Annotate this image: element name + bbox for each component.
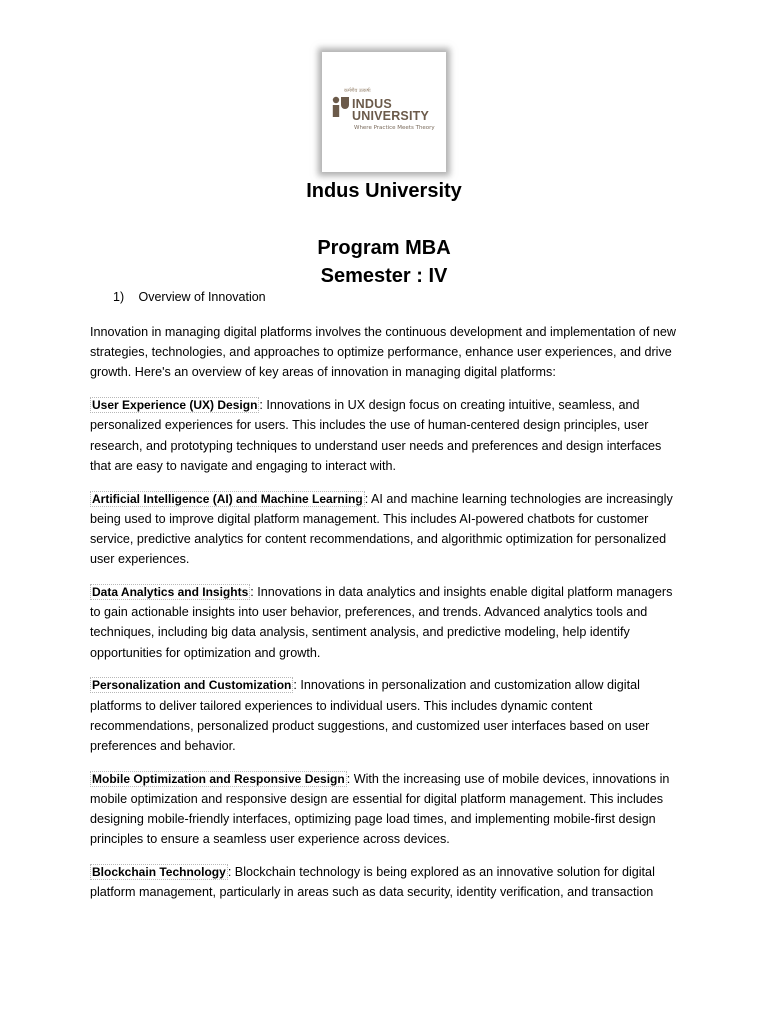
paragraph-mobile	[90, 769, 680, 850]
paragraph-personalization-text: : Innovations in personalization and customization allow digital platforms to deliver tailored experiences to individual users. This includes dynamic content recommendations, personalized product suggestions, and customized user interfaces based on user preferences and behavior.	[90, 678, 650, 754]
section-title: Overview of Innovation	[138, 290, 266, 304]
university-logo	[322, 52, 446, 172]
logo-name-line1: INDUS	[352, 97, 392, 111]
term-blockchain: Blockchain Technology	[92, 865, 226, 880]
term-mobile: Mobile Optimization and Responsive Design	[92, 771, 345, 786]
term-ai: Artificial Intelligence (AI) and Machine Learning	[92, 491, 363, 506]
logo-name	[352, 98, 429, 122]
logo-tagline: कर्मणैव उत्कर्षः	[344, 88, 371, 94]
paragraph-personalization	[90, 675, 680, 756]
logo-motto: Where Practice Meets Theory	[354, 125, 435, 131]
university-title: Indus University	[306, 180, 462, 202]
paragraph-blockchain	[90, 862, 680, 902]
term-analytics: Data Analytics and Insights	[92, 585, 249, 600]
section-heading	[113, 290, 266, 304]
paragraph-ux	[90, 395, 680, 476]
paragraph-ux-text: : Innovations in UX design focus on creating intuitive, seamless, and personalized experiences for users. This includes the use of human-centered design principles, user research, and prototyping techniques to understand user needs and preferences and design interfaces that are easy to navigate and engaging to interact with.	[90, 398, 662, 473]
term-personalization: Personalization and Customization	[92, 678, 292, 693]
program-title: Program MBA	[317, 237, 451, 259]
paragraph-mobile-text: : With the increasing use of mobile devices, innovations in mobile optimization and responsive design are essential for digital platform management. This includes designing mobile-friendly interfaces, optimizing page load times, and implementing mobile-first design principles to ensure a seamless user experience across devices.	[90, 771, 670, 847]
section-number: 1)	[113, 290, 125, 304]
term-ux: User Experience (UX) Design	[92, 398, 258, 413]
semester-title: Semester : IV	[320, 265, 448, 287]
paragraph-ai-text: : AI and machine learning technologies are increasingly being used to improve digital platform management. This includes AI-powered chatbots for customer service, predictive analytics for content recommendations, and algorithmic optimization for personalized user experiences.	[90, 491, 673, 567]
paragraph-blockchain-text: : Blockchain technology is being explored as an innovative solution for digital platform management, particularly in areas such as data security, identity verification, and transaction	[90, 865, 655, 900]
paragraph-analytics-text: : Innovations in data analytics and insights enable digital platform managers to gain actionable insights into user behavior, preferences, and trends. Advanced analytics tools and techniques, including big data analysis, sentiment analysis, and predictive modeling, help identify opportunities for optimization and growth.	[90, 585, 673, 660]
paragraph-analytics	[90, 582, 680, 663]
document-body	[90, 322, 680, 915]
paragraph-ai	[90, 489, 680, 570]
logo-mark-icon	[332, 96, 352, 118]
logo-name-line2: UNIVERSITY	[352, 109, 430, 123]
intro-paragraph: Innovation in managing digital platforms involves the continuous development and implementation of new strategies, technologies, and approaches to optimize performance, enhance user experiences, and drive growth. Here's an overview of key areas of innovation in managing digital platforms:	[90, 325, 676, 380]
